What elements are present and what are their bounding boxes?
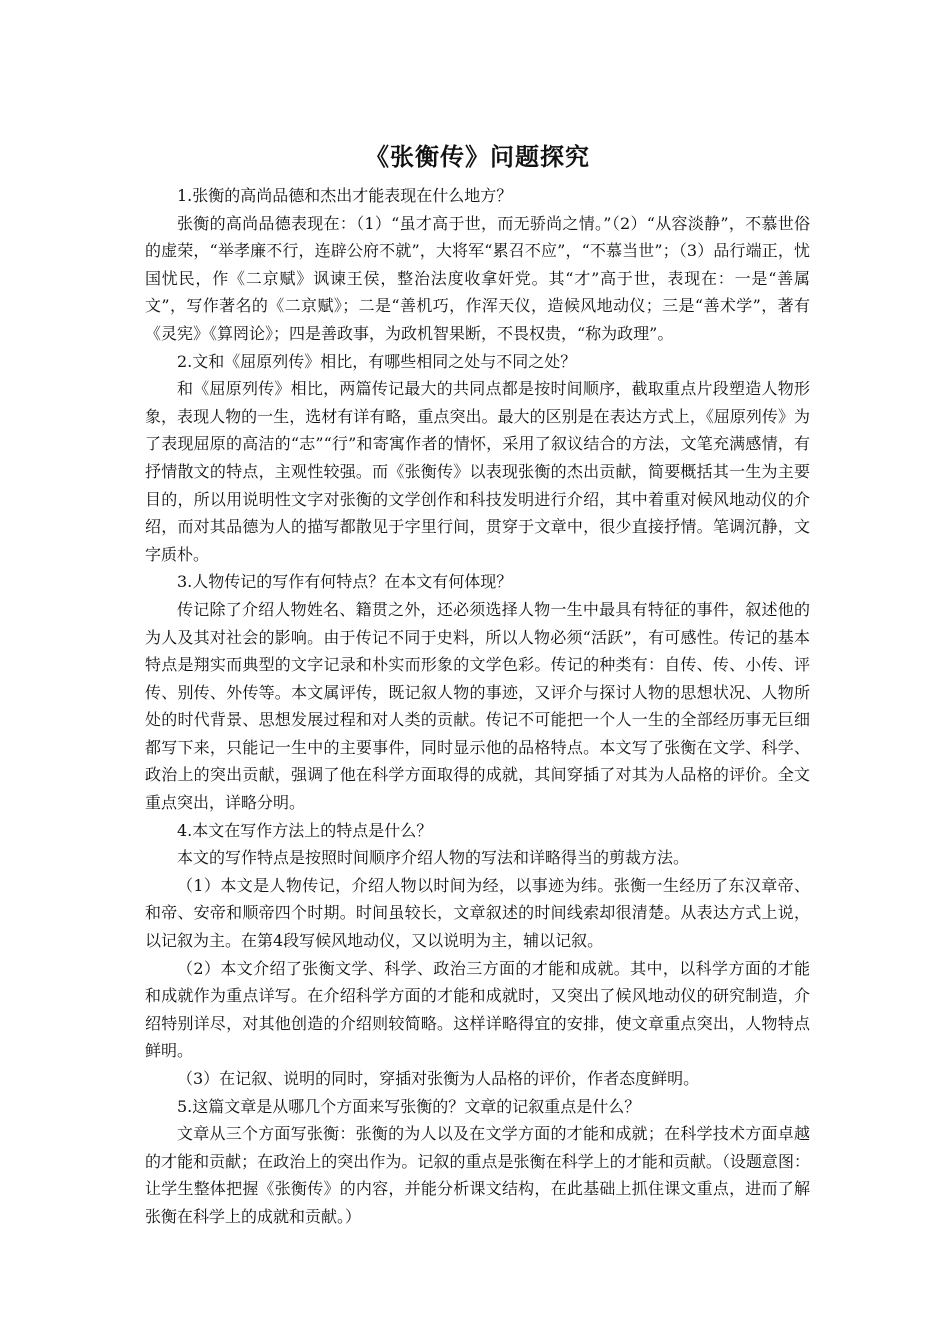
answer-5: 文章从三个方面写张衡：张衡的为人以及在文学方面的才能和成就；在科学技术方面卓越的才能和贡献；在政治上的突出作为。记叙的重点是张衡在科学上的才能和贡献。（设题意图：让学生整体把握《张衡传》的内容，并能分析课文结构，在此基础上抓住课文重点，进而了解张衡在科学上的成就和贡献。） <box>145 1124 810 1226</box>
question-1: 1.张衡的高尚品德和杰出才能表现在什么地方？ <box>177 186 513 205</box>
question-3: 3.人物传记的写作有何特点？在本文有何体现？ <box>177 572 513 592</box>
answer-2: 和《屈原列传》相比，两篇传记最大的共同点都是按时间顺序，截取重点片段塑造人物形象，表现人物的一生，选材有详有略，重点突出。最大的区别是在表达方式上，《屈原列传》为了表现屈原的高洁的“志”“行”和寄寓作者的情怀，采用了叙议结合的方法，文笔充满感情，有抒情散文的特点，主观性较强。而《张衡传》以表现张衡的杰出贡献，简要概括其一生为主要目的，所以用说明性文字对张衡的文学创作和科技发明进行介绍，其中着重对候风地动仪的介绍，而对其品德为人的描写都散见于字里行间，贯穿于文章中，很少直接抒情。笔调沉静，文字质朴。 <box>145 379 810 564</box>
document-title: 《张衡传》问题探究 <box>365 143 590 171</box>
answer-4-point-2: （2）本文介绍了张衡文学、科学、政治三方面的才能和成就。其中，以科学方面的才能和成就作为重点详写。在介绍科学方面的才能和成就时，又突出了候风地动仪的研究制造，介绍特别详尽，对其他创造的介绍则较简略。这样详略得宜的安排，使文章重点突出，人物特点鲜明。 <box>145 958 810 1061</box>
answer-3: 传记除了介绍人物姓名、籍贯之外，还必须选择人物一生中最具有特征的事件，叙述他的为人及其对社会的影响。由于传记不同于史料，所以人物必须“活跃”，有可感性。传记的基本特点是翔实而典型的文字记录和朴实而形象的文学色彩。传记的种类有：自传、传、小传、评传、别传、外传等。本文属评传，既记叙人物的事迹，又评介与探讨人物的思想状况、人物所处的时代背景、思想发展过程和对人类的贡献。传记不可能把一个人一生的全部经历事无巨细都写下来，只能记一生中的主要事件，同时显示他的品格特点。本文写了张衡在文学、科学、政治上的突出贡献，强调了他在科学方面取得的成就，其间穿插了对其为人品格的评价。全文重点突出，详略分明。 <box>145 599 810 813</box>
question-4: 4.本文在写作方法上的特点是什么？ <box>177 820 433 840</box>
answer-1: 张衡的高尚品德表现在：（1）“虽才高于世，而无骄尚之情。”（2）“从容淡静”，不慕世俗的虚荣，“举孝廉不行，连辟公府不就”，大将军“累召不应”，“不慕当世”；（3）品行端正，忧国忧民，作《二京赋》讽谏王侯，整治法度收拿奸党。其“才”高于世，表现在：一是“善属文”，写作著名的《二京赋》；二是“善机巧，作浑天仪，造候风地动仪；三是“善术学”，著有《灵宪》《算罔论》；四是善政事，为政机智果断，不畏权贵，“称为政理”。 <box>145 213 810 343</box>
document-page <box>145 140 810 1231</box>
answer-4-intro: 本文的写作特点是按照时间顺序介绍人物的写法和详略得当的剪裁方法。 <box>177 848 690 868</box>
answer-4-point-1: （1）本文是人物传记，介绍人物以时间为经，以事迹为纬。张衡一生经历了东汉章帝、和帝、安帝和顺帝四个时期。时间虽较长，文章叙述的时间线索却很清楚。从表达方式上说，以记叙为主。在第4段写候风地动仪，又以说明为主，辅以记叙。 <box>145 875 810 951</box>
answer-4-point-3: （3）在记叙、说明的同时，穿插对张衡为人品格的评价，作者态度鲜明。 <box>177 1069 700 1088</box>
question-5: 5.这篇文章是从哪几个方面来写张衡的？文章的记叙重点是什么？ <box>177 1096 641 1116</box>
question-2: 2.文和《屈原列传》相比，有哪些相同之处与不同之处？ <box>177 351 577 371</box>
